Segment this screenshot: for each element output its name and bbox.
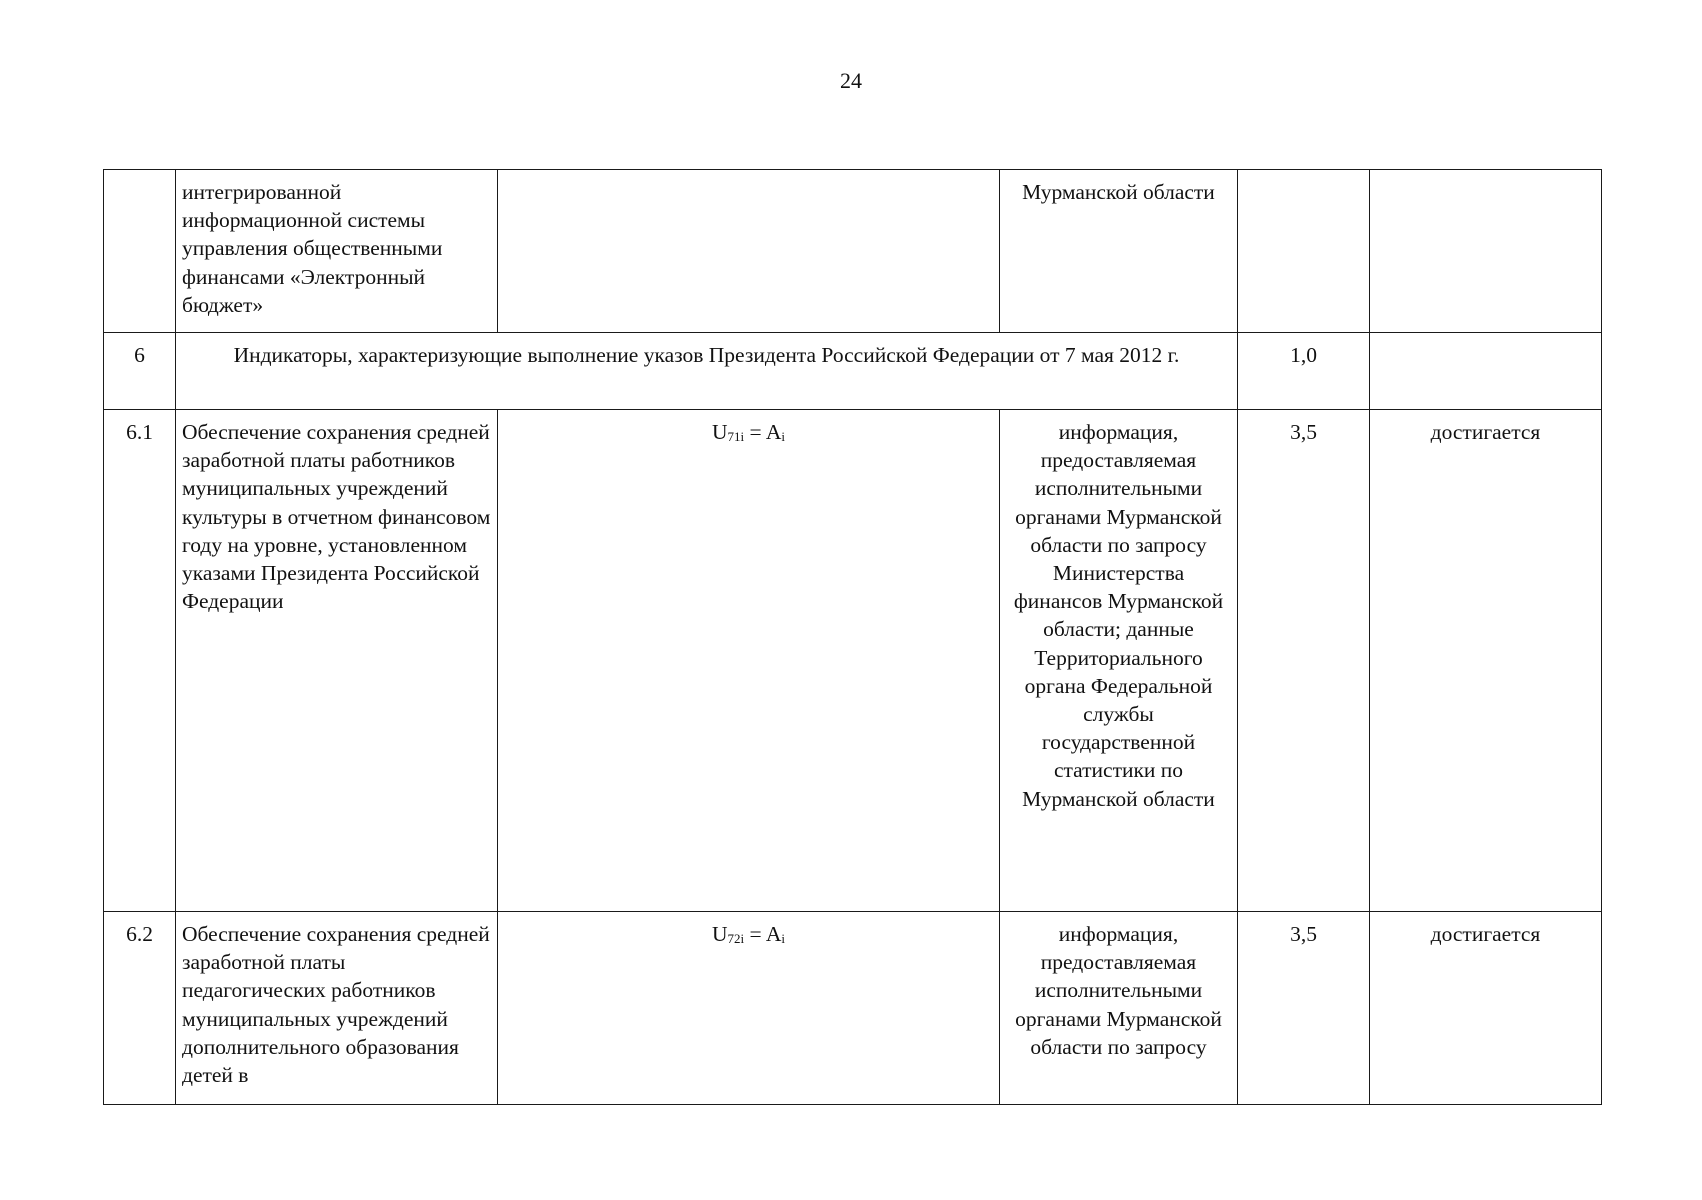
- row-number-cell: [104, 170, 176, 333]
- weight-cell: 1,0: [1238, 333, 1370, 410]
- formula-lhs: U: [712, 922, 728, 946]
- formula-cell: [498, 912, 1000, 1105]
- formula-eq: = A: [744, 922, 782, 946]
- source-cell: информация, предоставляемая исполнительными органами Мурманской области по запросу Министерства финансов Мурманской области; данные Территориального органа Федеральной службы государственной статистики по Мурманской области: [1000, 410, 1238, 912]
- status-cell: [1370, 333, 1602, 410]
- indicator-name-cell: интегрированной информационной системы управления общественными финансами «Электронный бюджет»: [176, 170, 498, 333]
- formula-lhs: U: [712, 420, 728, 444]
- row-number-cell: 6: [104, 333, 176, 410]
- indicator-name-cell: Обеспечение сохранения средней заработной платы педагогических работников муниципальных учреждений дополнительного образования детей в: [176, 912, 498, 1105]
- table-row: [104, 170, 1602, 333]
- formula-eq: = A: [744, 420, 782, 444]
- status-cell: достигается: [1370, 912, 1602, 1105]
- status-cell: [1370, 170, 1602, 333]
- status-cell: достигается: [1370, 410, 1602, 912]
- page-number: 24: [840, 68, 862, 93]
- weight-cell: 3,5: [1238, 410, 1370, 912]
- row-number-cell: 6.2: [104, 912, 176, 1105]
- source-cell: Мурманской области: [1000, 170, 1238, 333]
- row-number-cell: 6.1: [104, 410, 176, 912]
- formula-cell: [498, 170, 1000, 333]
- section-title-cell: Индикаторы, характеризующие выполнение указов Президента Российской Федерации от 7 мая 2012 г.: [176, 333, 1238, 410]
- indicators-table: [103, 169, 1602, 1105]
- source-cell: информация, предоставляемая исполнительными органами Мурманской области по запросу: [1000, 912, 1238, 1105]
- formula-lhs-subscript: 71i: [727, 429, 745, 444]
- formula-rhs-subscript: i: [781, 429, 785, 444]
- formula-rhs-subscript: i: [781, 931, 785, 946]
- formula-cell: [498, 410, 1000, 912]
- weight-cell: 3,5: [1238, 912, 1370, 1105]
- indicator-name-cell: Обеспечение сохранения средней заработной платы работников муниципальных учреждений культуры в отчетном финансовом году на уровне, установленном указами Президента Российской Федерации: [176, 410, 498, 912]
- formula-lhs-subscript: 72i: [727, 931, 745, 946]
- table-row: [104, 410, 1602, 912]
- table-row: [104, 333, 1602, 410]
- weight-cell: [1238, 170, 1370, 333]
- table-row: [104, 912, 1602, 1105]
